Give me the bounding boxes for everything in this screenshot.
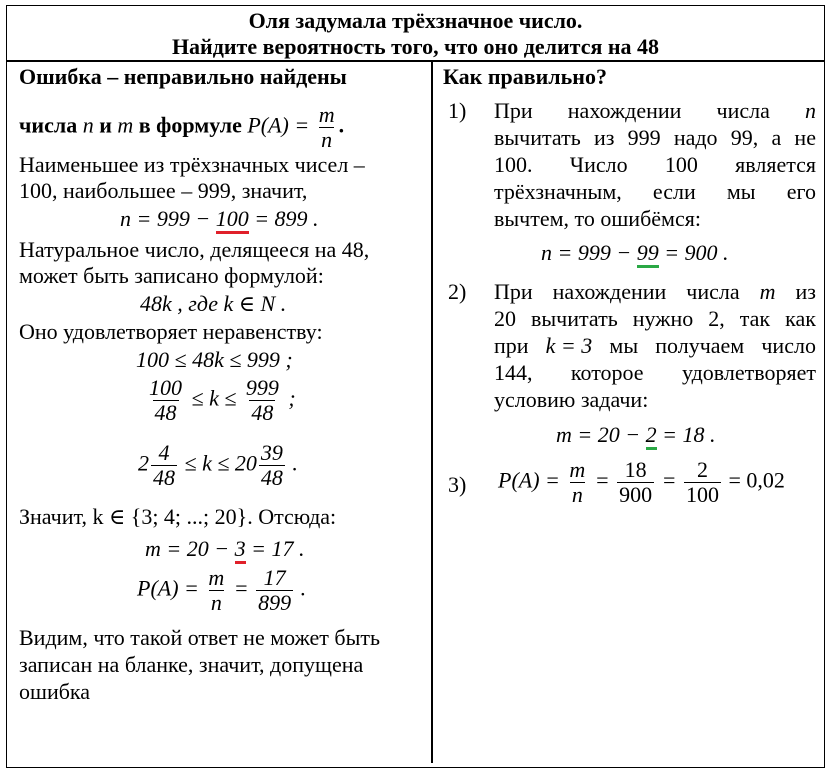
step1-l1: При нахождении числа n — [494, 98, 816, 123]
header-divider — [6, 60, 825, 62]
step3-number: 3) — [448, 472, 467, 497]
step2-l1: При нахождении числа m из — [494, 279, 816, 304]
left-eq2: 48k , где k ∈ N . — [140, 291, 287, 316]
step1-eq: n = 999 − 99 = 900 . — [541, 240, 729, 266]
step2-l4: 144, которое удовлетворяет — [494, 360, 816, 385]
step2-number: 2) — [448, 279, 467, 304]
right-underline: 99 — [637, 240, 659, 268]
formula-fraction: $\frac{m}{n}$ — [318, 102, 335, 152]
left-ineq1: 100 ≤ 48k ≤ 999 ; — [136, 347, 293, 372]
right-heading: Как правильно? — [443, 64, 607, 89]
left-eq3: m = 20 − 3 = 17 . — [145, 536, 304, 562]
left-p2-l1: Натуральное число, делящееся на 48, — [19, 237, 370, 262]
left-p3-l1: Оно удовлетворяет неравенству: — [19, 319, 323, 344]
left-p5-l1: Видим, что такой ответ не может быть — [19, 625, 381, 650]
left-p1-l2: 100, наибольшее – 999, значит, — [19, 178, 308, 203]
right-underline: 2 — [646, 422, 657, 450]
step1-number: 1) — [448, 98, 467, 123]
left-ineq2: $\frac{100}{48}$ ≤ k ≤ $\frac{999}{48}$ ; — [149, 375, 296, 425]
step1-l5: вычтем, то ошибёмся: — [494, 206, 701, 231]
left-p4: Значит, k ∈ {3; 4; ...; 20}. Отсюда: — [19, 504, 337, 529]
title-line-1: Оля задумала трёхзначное число. — [248, 8, 583, 33]
left-ineq3: 2 $\frac{4}{48}$ ≤ k ≤ 20 $\frac{39}{48}$ . — [138, 440, 298, 490]
step1-l3: 100. Число 100 является — [494, 152, 816, 177]
step1-l4: трёхзначным, если мы его — [494, 179, 816, 204]
left-eq1: n = 999 − 100 = 899 . — [120, 206, 319, 232]
step2-l3: при k = 3 мы получаем число — [494, 333, 816, 358]
step3-eq: P(A) = $\frac{m}{n}$ = $\frac{18}{900}$ = $\frac{2}{100}$ = 0,02 — [498, 457, 785, 507]
left-heading-line2: числа n и m в формуле P(A) = $\frac{m}{n}$ . — [19, 102, 345, 152]
left-p2-l2: может быть записано формулой: — [19, 263, 324, 288]
column-divider — [431, 61, 433, 763]
step1-l2: вычитать из 999 надо 99, а не — [494, 125, 816, 150]
step2-eq: m = 20 − 2 = 18 . — [556, 422, 715, 448]
left-p1-l1: Наименьшее из трёхзначных чисел – — [19, 152, 365, 177]
step2-l5: условию задачи: — [494, 387, 649, 412]
step2-l2: 20 вычитать нужно 2, так как — [494, 306, 816, 331]
left-p5-l2: записан на бланке, значит, допущена — [19, 652, 364, 677]
left-eq4: P(A) = $\frac{m}{n}$ = $\frac{17}{899}$ . — [137, 565, 307, 615]
wrong-underline: 3 — [235, 536, 246, 564]
title-line-2: Найдите вероятность того, что оно делится на 48 — [171, 34, 660, 59]
left-heading-line1: Ошибка – неправильно найдены — [19, 64, 347, 89]
left-p5-l3: ошибка — [19, 679, 91, 704]
wrong-underline: 100 — [216, 206, 249, 234]
